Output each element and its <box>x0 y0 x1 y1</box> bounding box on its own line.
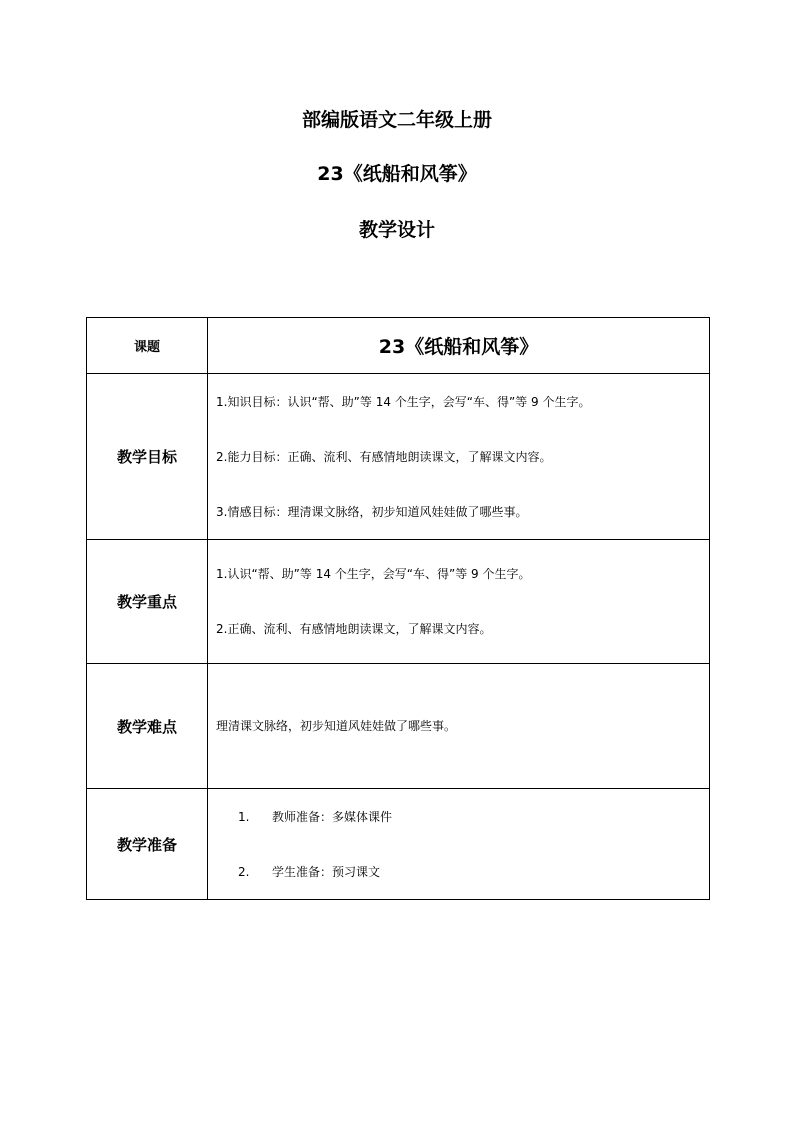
row-preparation <box>87 789 710 900</box>
preparation-item-text: 教师准备：多媒体课件 <box>272 809 393 824</box>
difficulties-content <box>208 664 710 789</box>
preparation-label: 教学准备 <box>87 789 208 900</box>
difficulty-text: 理清课文脉络，初步知道风娃娃做了哪些事。 <box>216 719 457 733</box>
subject-label: 课题 <box>87 318 208 374</box>
preparation-item <box>216 864 709 880</box>
row-goals <box>87 374 710 540</box>
row-key-points <box>87 540 710 664</box>
preparation-item-text: 学生准备：预习课文 <box>272 864 381 879</box>
row-subject <box>87 318 710 374</box>
document-title-type: 教学设计 <box>358 219 435 241</box>
preparation-item-number: 2. <box>238 864 250 879</box>
preparation-list <box>216 809 709 880</box>
key-point-item: 1.认识“帮、助”等 14 个生字，会写“车、得”等 9 个生字。 <box>216 567 531 581</box>
preparation-content <box>208 789 710 900</box>
goals-content <box>208 374 710 540</box>
preparation-item-number: 1. <box>238 809 250 824</box>
row-difficulties <box>87 664 710 789</box>
lesson-plan-table <box>86 317 710 900</box>
goals-label: 教学目标 <box>87 374 208 540</box>
goal-item: 2.能力目标：正确、流利、有感情地朗读课文，了解课文内容。 <box>216 449 552 464</box>
key-point-item: 2.正确、流利、有感情地朗读课文，了解课文内容。 <box>216 622 492 636</box>
preparation-item <box>216 809 709 825</box>
key-points-content <box>208 540 710 664</box>
document-title-lesson: 23《纸船和风筝》 <box>317 163 477 185</box>
goal-item: 1.知识目标：认识“帮、助”等 14 个生字，会写“车、得”等 9 个生字。 <box>216 394 591 409</box>
subject-value: 23《纸船和风筝》 <box>208 318 710 374</box>
goal-item: 3.情感目标：理清课文脉络，初步知道风娃娃做了哪些事。 <box>216 504 528 519</box>
key-points-label: 教学重点 <box>87 540 208 664</box>
document-title-series: 部编版语文二年级上册 <box>301 109 492 131</box>
difficulties-label: 教学难点 <box>87 664 208 789</box>
